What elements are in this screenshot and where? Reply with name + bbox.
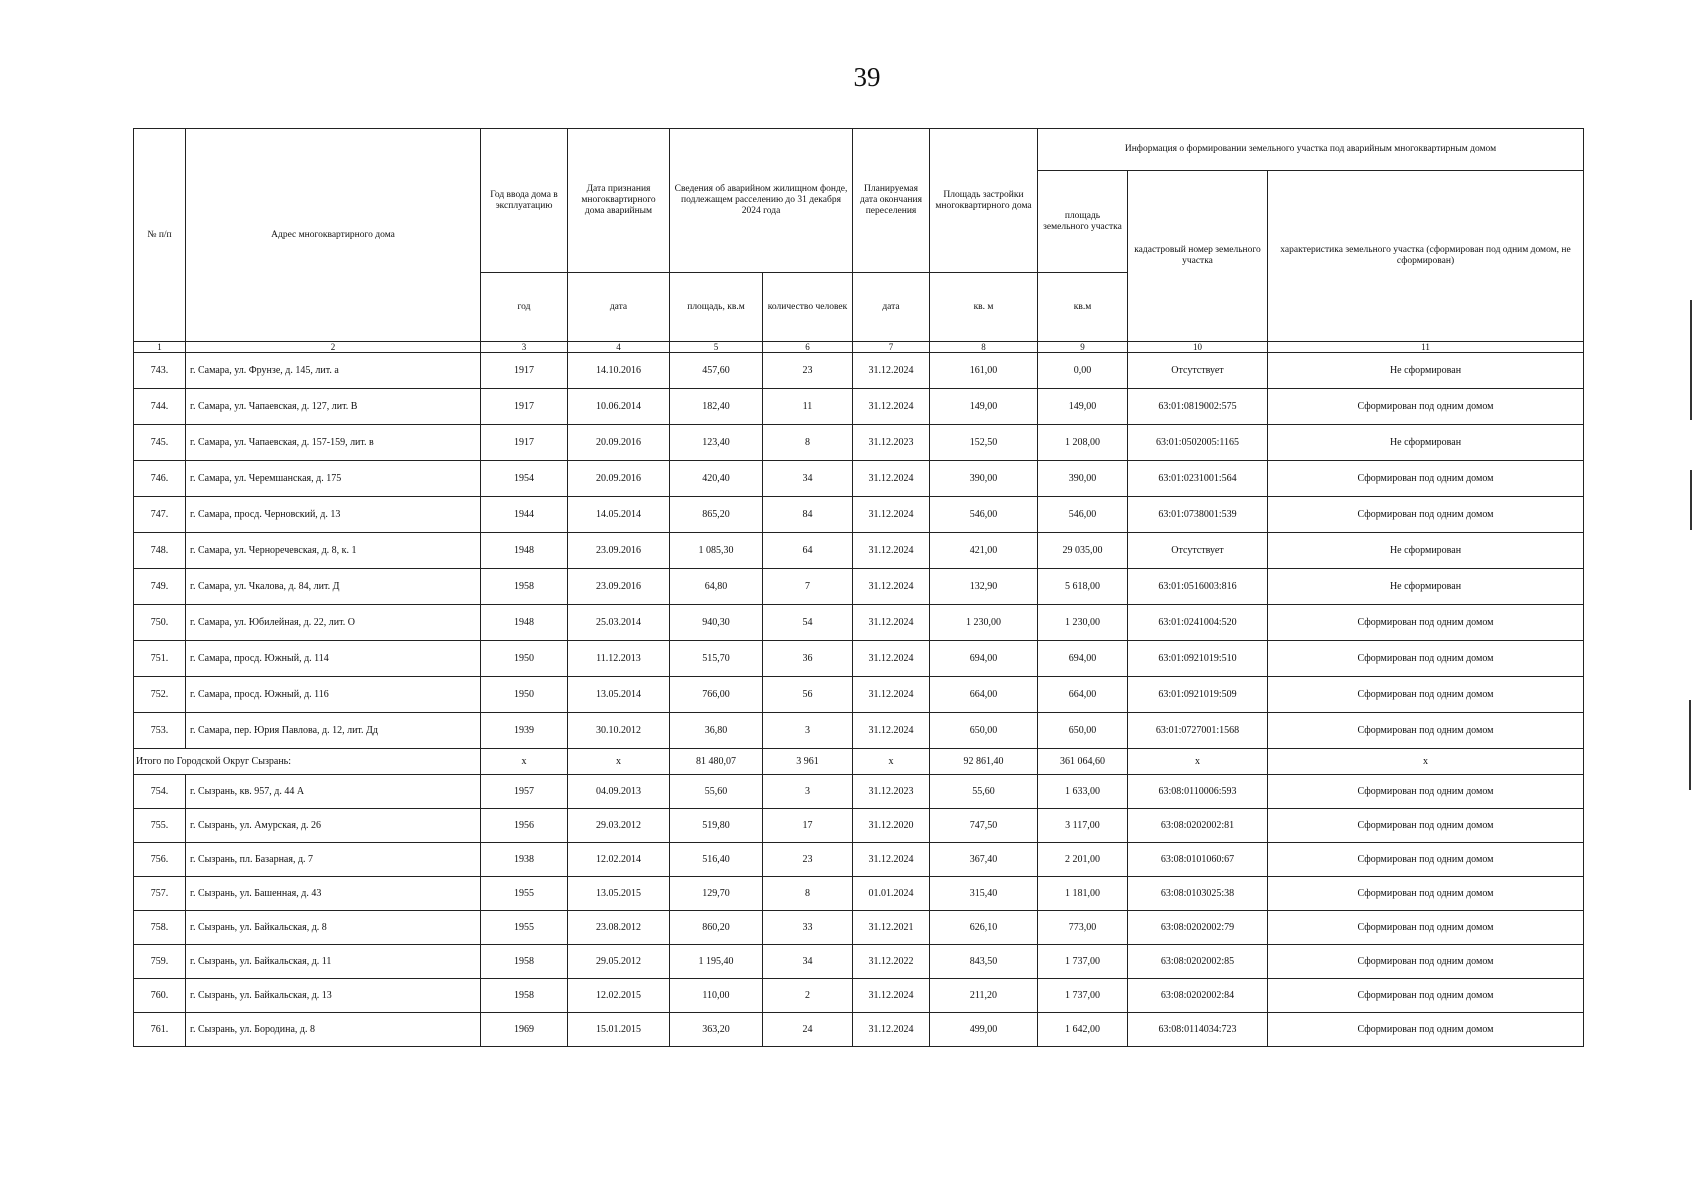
header-year: Год ввода дома в эксплуатацию bbox=[481, 129, 568, 273]
header-land-area: площадь земельного участка bbox=[1038, 171, 1128, 273]
row-area: 55,60 bbox=[670, 775, 763, 809]
row-address: г. Сызрань, кв. 957, д. 44 А bbox=[186, 775, 481, 809]
row-area: 766,00 bbox=[670, 677, 763, 713]
header-address: Адрес многоквартирного дома bbox=[186, 129, 481, 342]
row-year: 1955 bbox=[481, 877, 568, 911]
header-building-area: Площадь застройки многоквартирного дома bbox=[930, 129, 1038, 273]
row-cadastral: 63:08:0103025:38 bbox=[1128, 877, 1268, 911]
table-row bbox=[134, 641, 1584, 677]
row-date-recognized: 25.03.2014 bbox=[568, 605, 670, 641]
row-characteristic: Не сформирован bbox=[1268, 569, 1584, 605]
unit-year: год bbox=[481, 273, 568, 342]
row-land-area: 5 618,00 bbox=[1038, 569, 1128, 605]
row-cadastral: 63:08:0202002:79 bbox=[1128, 911, 1268, 945]
row-address: г. Самара, ул. Юбилейная, д. 22, лит. О bbox=[186, 605, 481, 641]
row-planned-date: 31.12.2024 bbox=[853, 843, 930, 877]
row-people: 17 bbox=[763, 809, 853, 843]
row-building-area: 499,00 bbox=[930, 1013, 1038, 1047]
row-characteristic: Сформирован под одним домом bbox=[1268, 911, 1584, 945]
total-building: 92 861,40 bbox=[930, 749, 1038, 775]
row-building-area: 546,00 bbox=[930, 497, 1038, 533]
row-area: 36,80 bbox=[670, 713, 763, 749]
row-area: 515,70 bbox=[670, 641, 763, 677]
column-number: 8 bbox=[930, 342, 1038, 353]
header-characteristic: характеристика земельного участка (сформирован под одним домом, не сформирован) bbox=[1268, 171, 1584, 342]
table-body-total bbox=[134, 749, 1584, 775]
row-year: 1958 bbox=[481, 569, 568, 605]
row-characteristic: Сформирован под одним домом bbox=[1268, 945, 1584, 979]
row-planned-date: 31.12.2024 bbox=[853, 353, 930, 389]
column-number: 11 bbox=[1268, 342, 1584, 353]
row-number: 749. bbox=[134, 569, 186, 605]
row-date-recognized: 10.06.2014 bbox=[568, 389, 670, 425]
row-year: 1954 bbox=[481, 461, 568, 497]
total-area: 81 480,07 bbox=[670, 749, 763, 775]
row-planned-date: 31.12.2024 bbox=[853, 569, 930, 605]
row-year: 1950 bbox=[481, 677, 568, 713]
row-characteristic: Сформирован под одним домом bbox=[1268, 497, 1584, 533]
row-building-area: 390,00 bbox=[930, 461, 1038, 497]
row-land-area: 3 117,00 bbox=[1038, 809, 1128, 843]
row-characteristic: Сформирован под одним домом bbox=[1268, 843, 1584, 877]
row-people: 8 bbox=[763, 877, 853, 911]
row-building-area: 315,40 bbox=[930, 877, 1038, 911]
row-land-area: 1 642,00 bbox=[1038, 1013, 1128, 1047]
unit-people: количество человек bbox=[763, 273, 853, 342]
row-cadastral: 63:01:0819002:575 bbox=[1128, 389, 1268, 425]
row-number: 761. bbox=[134, 1013, 186, 1047]
row-people: 7 bbox=[763, 569, 853, 605]
column-number-row bbox=[134, 342, 1584, 353]
row-address: г. Сызрань, ул. Байкальская, д. 13 bbox=[186, 979, 481, 1013]
row-date-recognized: 12.02.2015 bbox=[568, 979, 670, 1013]
row-address: г. Сызрань, ул. Байкальская, д. 11 bbox=[186, 945, 481, 979]
row-people: 36 bbox=[763, 641, 853, 677]
row-land-area: 1 230,00 bbox=[1038, 605, 1128, 641]
row-planned-date: 01.01.2024 bbox=[853, 877, 930, 911]
row-building-area: 1 230,00 bbox=[930, 605, 1038, 641]
table-row bbox=[134, 425, 1584, 461]
row-building-area: 650,00 bbox=[930, 713, 1038, 749]
column-number: 3 bbox=[481, 342, 568, 353]
row-characteristic: Не сформирован bbox=[1268, 533, 1584, 569]
row-year: 1969 bbox=[481, 1013, 568, 1047]
row-people: 8 bbox=[763, 425, 853, 461]
row-address: г. Самара, ул. Черноречевская, д. 8, к. 1 bbox=[186, 533, 481, 569]
row-address: г. Самара, просд. Южный, д. 114 bbox=[186, 641, 481, 677]
row-characteristic: Сформирован под одним домом bbox=[1268, 605, 1584, 641]
row-year: 1948 bbox=[481, 605, 568, 641]
row-address: г. Самара, ул. Чкалова, д. 84, лит. Д bbox=[186, 569, 481, 605]
row-area: 64,80 bbox=[670, 569, 763, 605]
row-address: г. Самара, ул. Чапаевская, д. 157-159, лит. в bbox=[186, 425, 481, 461]
row-characteristic: Сформирован под одним домом bbox=[1268, 461, 1584, 497]
emergency-housing-table bbox=[133, 128, 1584, 1047]
table-row bbox=[134, 979, 1584, 1013]
total-row bbox=[134, 749, 1584, 775]
row-people: 54 bbox=[763, 605, 853, 641]
row-area: 457,60 bbox=[670, 353, 763, 389]
row-land-area: 2 201,00 bbox=[1038, 843, 1128, 877]
row-number: 746. bbox=[134, 461, 186, 497]
row-date-recognized: 12.02.2014 bbox=[568, 843, 670, 877]
row-area: 1 195,40 bbox=[670, 945, 763, 979]
column-number: 4 bbox=[568, 342, 670, 353]
row-number: 751. bbox=[134, 641, 186, 677]
row-planned-date: 31.12.2024 bbox=[853, 1013, 930, 1047]
table-row bbox=[134, 1013, 1584, 1047]
row-date-recognized: 30.10.2012 bbox=[568, 713, 670, 749]
row-building-area: 421,00 bbox=[930, 533, 1038, 569]
header-planned-date: Планируемая дата окончания переселения bbox=[853, 129, 930, 273]
row-area: 129,70 bbox=[670, 877, 763, 911]
row-address: г. Сызрань, ул. Бородина, д. 8 bbox=[186, 1013, 481, 1047]
row-cadastral: 63:08:0202002:81 bbox=[1128, 809, 1268, 843]
row-characteristic: Сформирован под одним домом bbox=[1268, 389, 1584, 425]
row-year: 1957 bbox=[481, 775, 568, 809]
row-people: 11 bbox=[763, 389, 853, 425]
table-row bbox=[134, 809, 1584, 843]
row-planned-date: 31.12.2024 bbox=[853, 533, 930, 569]
row-area: 123,40 bbox=[670, 425, 763, 461]
row-date-recognized: 23.09.2016 bbox=[568, 533, 670, 569]
row-characteristic: Сформирован под одним домом bbox=[1268, 809, 1584, 843]
row-area: 860,20 bbox=[670, 911, 763, 945]
column-number: 10 bbox=[1128, 342, 1268, 353]
row-planned-date: 31.12.2024 bbox=[853, 677, 930, 713]
row-year: 1958 bbox=[481, 979, 568, 1013]
row-building-area: 694,00 bbox=[930, 641, 1038, 677]
row-date-recognized: 14.05.2014 bbox=[568, 497, 670, 533]
header-fund: Сведения об аварийном жилищном фонде, подлежащем расселению до 31 декабря 2024 года bbox=[670, 129, 853, 273]
row-building-area: 664,00 bbox=[930, 677, 1038, 713]
row-building-area: 161,00 bbox=[930, 353, 1038, 389]
row-characteristic: Сформирован под одним домом bbox=[1268, 775, 1584, 809]
unit-land: кв.м bbox=[1038, 273, 1128, 342]
row-land-area: 0,00 bbox=[1038, 353, 1128, 389]
row-date-recognized: 13.05.2014 bbox=[568, 677, 670, 713]
header-number: № п/п bbox=[134, 129, 186, 342]
total-land: 361 064,60 bbox=[1038, 749, 1128, 775]
unit-building: кв. м bbox=[930, 273, 1038, 342]
row-number: 757. bbox=[134, 877, 186, 911]
row-land-area: 1 633,00 bbox=[1038, 775, 1128, 809]
row-cadastral: 63:01:0241004:520 bbox=[1128, 605, 1268, 641]
header-row-1 bbox=[134, 129, 1584, 171]
row-planned-date: 31.12.2024 bbox=[853, 389, 930, 425]
row-land-area: 694,00 bbox=[1038, 641, 1128, 677]
column-number: 7 bbox=[853, 342, 930, 353]
row-characteristic: Не сформирован bbox=[1268, 425, 1584, 461]
row-characteristic: Сформирован под одним домом bbox=[1268, 1013, 1584, 1047]
scan-artifact-line bbox=[1690, 470, 1692, 530]
row-address: г. Самара, пер. Юрия Павлова, д. 12, лит. Дд bbox=[186, 713, 481, 749]
table-row bbox=[134, 569, 1584, 605]
scan-artifact-line bbox=[1690, 300, 1692, 420]
row-building-area: 843,50 bbox=[930, 945, 1038, 979]
row-year: 1917 bbox=[481, 353, 568, 389]
row-cadastral: 63:01:0921019:509 bbox=[1128, 677, 1268, 713]
header-cadastral: кадастровый номер земельного участка bbox=[1128, 171, 1268, 342]
row-people: 3 bbox=[763, 775, 853, 809]
table-row bbox=[134, 945, 1584, 979]
table-row bbox=[134, 677, 1584, 713]
row-building-area: 152,50 bbox=[930, 425, 1038, 461]
row-planned-date: 31.12.2024 bbox=[853, 979, 930, 1013]
row-planned-date: 31.12.2023 bbox=[853, 775, 930, 809]
column-number: 2 bbox=[186, 342, 481, 353]
row-land-area: 773,00 bbox=[1038, 911, 1128, 945]
row-people: 23 bbox=[763, 843, 853, 877]
row-year: 1917 bbox=[481, 425, 568, 461]
row-building-area: 626,10 bbox=[930, 911, 1038, 945]
row-area: 940,30 bbox=[670, 605, 763, 641]
row-area: 110,00 bbox=[670, 979, 763, 1013]
row-date-recognized: 23.09.2016 bbox=[568, 569, 670, 605]
row-building-area: 132,90 bbox=[930, 569, 1038, 605]
header-date-recognized: Дата признания многоквартирного дома аварийным bbox=[568, 129, 670, 273]
table-row bbox=[134, 911, 1584, 945]
row-date-recognized: 29.03.2012 bbox=[568, 809, 670, 843]
row-people: 33 bbox=[763, 911, 853, 945]
row-building-area: 149,00 bbox=[930, 389, 1038, 425]
row-land-area: 1 737,00 bbox=[1038, 945, 1128, 979]
row-number: 755. bbox=[134, 809, 186, 843]
row-planned-date: 31.12.2023 bbox=[853, 425, 930, 461]
row-land-area: 1 181,00 bbox=[1038, 877, 1128, 911]
row-characteristic: Сформирован под одним домом bbox=[1268, 713, 1584, 749]
row-characteristic: Сформирован под одним домом bbox=[1268, 979, 1584, 1013]
table-row bbox=[134, 389, 1584, 425]
table-row bbox=[134, 353, 1584, 389]
row-land-area: 650,00 bbox=[1038, 713, 1128, 749]
row-number: 752. bbox=[134, 677, 186, 713]
row-date-recognized: 20.09.2016 bbox=[568, 425, 670, 461]
row-address: г. Самара, ул. Черемшанская, д. 175 bbox=[186, 461, 481, 497]
row-people: 34 bbox=[763, 461, 853, 497]
row-number: 748. bbox=[134, 533, 186, 569]
row-date-recognized: 29.05.2012 bbox=[568, 945, 670, 979]
column-number: 6 bbox=[763, 342, 853, 353]
row-year: 1950 bbox=[481, 641, 568, 677]
row-number: 760. bbox=[134, 979, 186, 1013]
unit-planned: дата bbox=[853, 273, 930, 342]
total-label: Итого по Городской Округ Сызрань: bbox=[134, 749, 481, 775]
row-year: 1955 bbox=[481, 911, 568, 945]
scan-artifact-line bbox=[1689, 700, 1691, 790]
row-cadastral: 63:01:0738001:539 bbox=[1128, 497, 1268, 533]
row-address: г. Самара, просд. Черновский, д. 13 bbox=[186, 497, 481, 533]
total-people: 3 961 bbox=[763, 749, 853, 775]
row-building-area: 367,40 bbox=[930, 843, 1038, 877]
row-land-area: 1 737,00 bbox=[1038, 979, 1128, 1013]
row-cadastral: Отсутствует bbox=[1128, 353, 1268, 389]
row-cadastral: 63:08:0110006:593 bbox=[1128, 775, 1268, 809]
row-address: г. Сызрань, ул. Башенная, д. 43 bbox=[186, 877, 481, 911]
column-number: 9 bbox=[1038, 342, 1128, 353]
row-number: 745. bbox=[134, 425, 186, 461]
table-body-syzran bbox=[134, 775, 1584, 1047]
total-year: х bbox=[481, 749, 568, 775]
row-planned-date: 31.12.2024 bbox=[853, 497, 930, 533]
row-year: 1917 bbox=[481, 389, 568, 425]
total-planned: х bbox=[853, 749, 930, 775]
row-number: 747. bbox=[134, 497, 186, 533]
row-area: 363,20 bbox=[670, 1013, 763, 1047]
row-address: г. Сызрань, пл. Базарная, д. 7 bbox=[186, 843, 481, 877]
row-land-area: 149,00 bbox=[1038, 389, 1128, 425]
row-cadastral: 63:01:0516003:816 bbox=[1128, 569, 1268, 605]
row-address: г. Сызрань, ул. Байкальская, д. 8 bbox=[186, 911, 481, 945]
row-land-area: 546,00 bbox=[1038, 497, 1128, 533]
row-address: г. Самара, ул. Чапаевская, д. 127, лит. В bbox=[186, 389, 481, 425]
row-cadastral: 63:01:0231001:564 bbox=[1128, 461, 1268, 497]
row-area: 519,80 bbox=[670, 809, 763, 843]
row-people: 2 bbox=[763, 979, 853, 1013]
row-characteristic: Сформирован под одним домом bbox=[1268, 641, 1584, 677]
row-number: 758. bbox=[134, 911, 186, 945]
total-cadastral: х bbox=[1128, 749, 1268, 775]
row-year: 1956 bbox=[481, 809, 568, 843]
unit-area-fund: площадь, кв.м bbox=[670, 273, 763, 342]
table-row bbox=[134, 605, 1584, 641]
row-planned-date: 31.12.2022 bbox=[853, 945, 930, 979]
row-year: 1938 bbox=[481, 843, 568, 877]
row-year: 1939 bbox=[481, 713, 568, 749]
row-address: г. Самара, ул. Фрунзе, д. 145, лит. а bbox=[186, 353, 481, 389]
row-cadastral: 63:01:0502005:1165 bbox=[1128, 425, 1268, 461]
row-land-area: 664,00 bbox=[1038, 677, 1128, 713]
table-row bbox=[134, 713, 1584, 749]
row-date-recognized: 15.01.2015 bbox=[568, 1013, 670, 1047]
row-cadastral: 63:08:0202002:85 bbox=[1128, 945, 1268, 979]
row-area: 516,40 bbox=[670, 843, 763, 877]
row-number: 744. bbox=[134, 389, 186, 425]
row-building-area: 747,50 bbox=[930, 809, 1038, 843]
row-land-area: 29 035,00 bbox=[1038, 533, 1128, 569]
row-land-area: 390,00 bbox=[1038, 461, 1128, 497]
row-cadastral: 63:08:0202002:84 bbox=[1128, 979, 1268, 1013]
row-cadastral: 63:08:0101060:67 bbox=[1128, 843, 1268, 877]
row-planned-date: 31.12.2024 bbox=[853, 461, 930, 497]
row-address: г. Сызрань, ул. Амурская, д. 26 bbox=[186, 809, 481, 843]
table-body-samara bbox=[134, 353, 1584, 749]
row-characteristic: Сформирован под одним домом bbox=[1268, 877, 1584, 911]
row-area: 420,40 bbox=[670, 461, 763, 497]
row-land-area: 1 208,00 bbox=[1038, 425, 1128, 461]
table-row bbox=[134, 533, 1584, 569]
row-planned-date: 31.12.2024 bbox=[853, 605, 930, 641]
page-number: 39 bbox=[853, 62, 881, 92]
row-planned-date: 31.12.2021 bbox=[853, 911, 930, 945]
total-date: х bbox=[568, 749, 670, 775]
row-planned-date: 31.12.2024 bbox=[853, 641, 930, 677]
row-people: 23 bbox=[763, 353, 853, 389]
column-number: 5 bbox=[670, 342, 763, 353]
row-people: 64 bbox=[763, 533, 853, 569]
row-people: 34 bbox=[763, 945, 853, 979]
unit-date: дата bbox=[568, 273, 670, 342]
row-cadastral: Отсутствует bbox=[1128, 533, 1268, 569]
total-characteristic: х bbox=[1268, 749, 1584, 775]
row-year: 1958 bbox=[481, 945, 568, 979]
row-date-recognized: 04.09.2013 bbox=[568, 775, 670, 809]
row-planned-date: 31.12.2024 bbox=[853, 713, 930, 749]
row-area: 182,40 bbox=[670, 389, 763, 425]
row-characteristic: Не сформирован bbox=[1268, 353, 1584, 389]
row-people: 56 bbox=[763, 677, 853, 713]
row-cadastral: 63:01:0921019:510 bbox=[1128, 641, 1268, 677]
table-row bbox=[134, 497, 1584, 533]
table-row bbox=[134, 461, 1584, 497]
row-number: 756. bbox=[134, 843, 186, 877]
row-characteristic: Сформирован под одним домом bbox=[1268, 677, 1584, 713]
row-people: 24 bbox=[763, 1013, 853, 1047]
row-date-recognized: 11.12.2013 bbox=[568, 641, 670, 677]
row-number: 754. bbox=[134, 775, 186, 809]
row-building-area: 55,60 bbox=[930, 775, 1038, 809]
table-row bbox=[134, 877, 1584, 911]
row-date-recognized: 23.08.2012 bbox=[568, 911, 670, 945]
row-date-recognized: 13.05.2015 bbox=[568, 877, 670, 911]
header-land-info: Информация о формировании земельного участка под аварийным многоквартирным домом bbox=[1038, 129, 1584, 171]
row-area: 865,20 bbox=[670, 497, 763, 533]
row-year: 1944 bbox=[481, 497, 568, 533]
row-building-area: 211,20 bbox=[930, 979, 1038, 1013]
row-cadastral: 63:01:0727001:1568 bbox=[1128, 713, 1268, 749]
table-row bbox=[134, 775, 1584, 809]
column-number: 1 bbox=[134, 342, 186, 353]
row-people: 84 bbox=[763, 497, 853, 533]
row-date-recognized: 20.09.2016 bbox=[568, 461, 670, 497]
row-number: 759. bbox=[134, 945, 186, 979]
row-area: 1 085,30 bbox=[670, 533, 763, 569]
row-number: 753. bbox=[134, 713, 186, 749]
row-planned-date: 31.12.2020 bbox=[853, 809, 930, 843]
table-row bbox=[134, 843, 1584, 877]
row-year: 1948 bbox=[481, 533, 568, 569]
row-number: 750. bbox=[134, 605, 186, 641]
row-number: 743. bbox=[134, 353, 186, 389]
row-people: 3 bbox=[763, 713, 853, 749]
row-address: г. Самара, просд. Южный, д. 116 bbox=[186, 677, 481, 713]
row-cadastral: 63:08:0114034:723 bbox=[1128, 1013, 1268, 1047]
row-date-recognized: 14.10.2016 bbox=[568, 353, 670, 389]
